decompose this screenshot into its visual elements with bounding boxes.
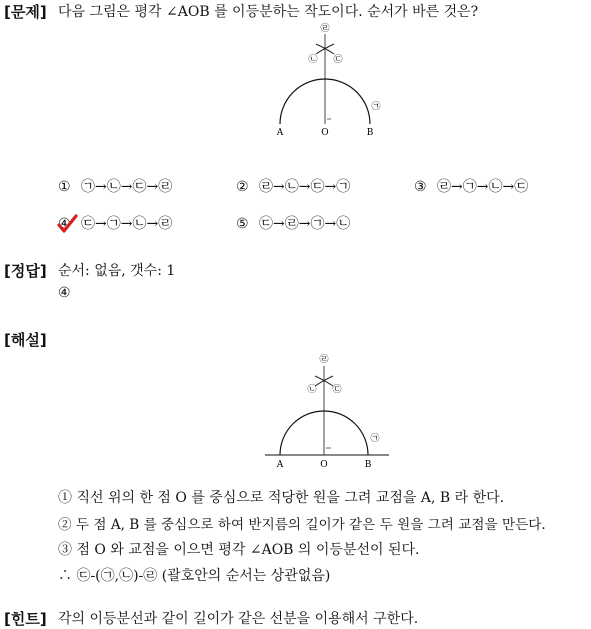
hint-label: [힌트] xyxy=(4,610,47,628)
explanation-line-3: ③ 점 O 와 교점을 이으면 평각 ∠AOB 의 이등분선이 된다. xyxy=(58,542,420,558)
mark-arc: ㉠ xyxy=(371,102,381,112)
option-text: ㉣→㉠→㉡→㉢ xyxy=(437,179,529,195)
point-o: O xyxy=(320,460,328,470)
question-text: 다음 그림은 평각 ∠AOB 를 이등분하는 작도이다. 순서가 바른 것은? xyxy=(58,4,479,20)
mark-right: ㉢ xyxy=(333,55,343,65)
option-1[interactable] xyxy=(58,176,172,196)
answer-meta: 순서: 없음, 갯수: 1 xyxy=(58,263,176,279)
option-text: ㉢→㉠→㉡→㉣ xyxy=(81,216,173,232)
option-number: ① xyxy=(58,179,71,195)
mark-left: ㉡ xyxy=(308,55,318,65)
answer-value: ④ xyxy=(58,285,71,301)
mark-top: ㉣ xyxy=(320,24,330,34)
explanation-line-1: ① 직선 위의 한 점 O 를 중심으로 적당한 원을 그려 교점을 A, B 라 한다. xyxy=(58,490,505,506)
point-b: B xyxy=(364,460,372,470)
problem-figure xyxy=(260,18,400,140)
explanation-figure xyxy=(262,350,392,472)
option-5[interactable] xyxy=(236,213,350,233)
mark-arc: ㉠ xyxy=(370,434,380,444)
option-text: ㉠→㉡→㉢→㉣ xyxy=(81,179,173,195)
option-number: ⑤ xyxy=(236,216,249,232)
answer-label: [정답] xyxy=(4,262,47,280)
problem-label: [문제] xyxy=(4,3,47,21)
point-o: O xyxy=(321,128,329,138)
point-a: A xyxy=(276,128,284,138)
mark-right: ㉢ xyxy=(332,385,342,395)
option-text: ㉣→㉡→㉢→㉠ xyxy=(259,179,351,195)
mark-top: ㉣ xyxy=(319,355,329,365)
option-number: ③ xyxy=(414,179,427,195)
mark-left: ㉡ xyxy=(307,385,317,395)
option-3[interactable] xyxy=(414,176,528,196)
option-4[interactable] xyxy=(58,213,172,233)
option-2[interactable] xyxy=(236,176,350,196)
checkmark-icon xyxy=(56,213,78,235)
explanation-line-4: ∴ ㉢-(㉠,㉡)-㉣ (괄호안의 순서는 상관없음) xyxy=(58,568,331,584)
option-number: ② xyxy=(236,179,249,195)
point-b: B xyxy=(366,128,374,138)
option-number: ④ xyxy=(58,216,71,232)
explanation-label: [해설] xyxy=(4,331,47,349)
explanation-line-2: ② 두 점 A, B 를 중심으로 하여 반지름의 길이가 같은 두 원을 그려 교점을 만든다. xyxy=(58,517,546,533)
option-text: ㉢→㉣→㉠→㉡ xyxy=(259,216,351,232)
point-a: A xyxy=(276,460,284,470)
hint-text: 각의 이등분선과 같이 길이가 같은 선분을 이용해서 구한다. xyxy=(58,611,419,627)
